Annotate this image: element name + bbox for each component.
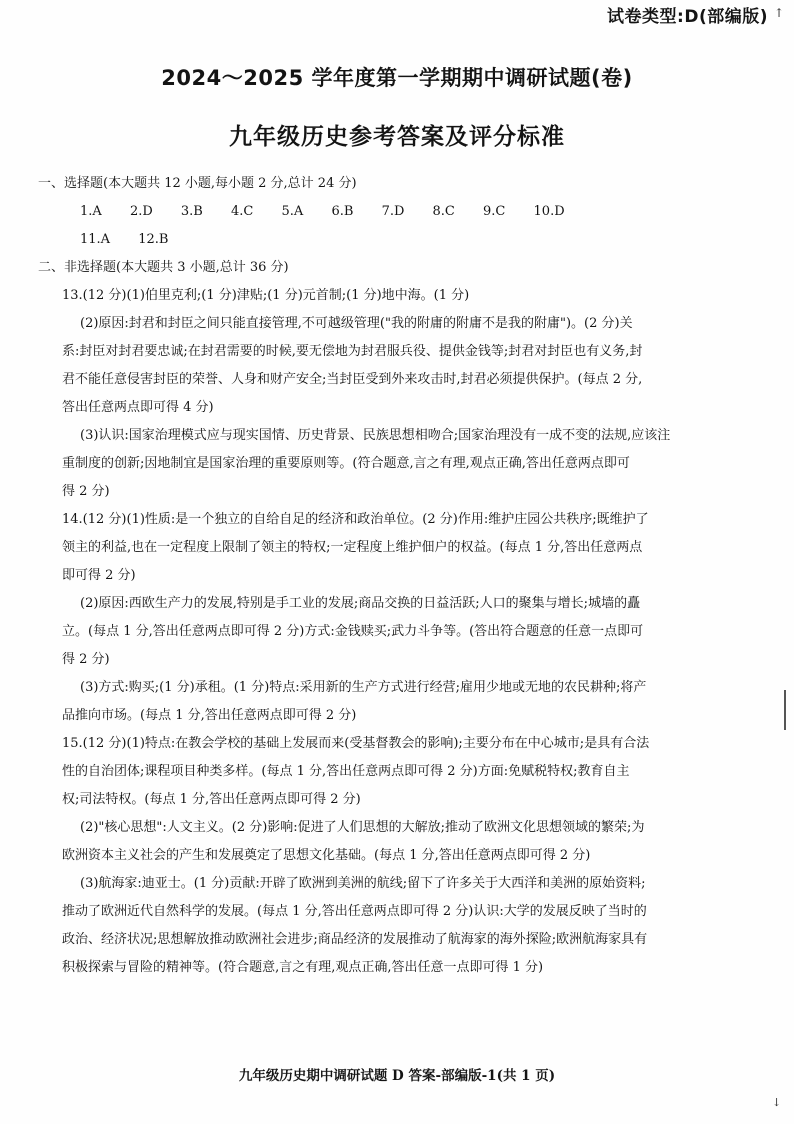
answer-content bbox=[38, 170, 766, 982]
q14-part3-line: 品推向市场。(每点 1 分,答出任意两点即可得 2 分) bbox=[62, 708, 357, 723]
q13-part3-line: (3)认识:国家治理模式应与现实国情、历史背景、民族思想相吻合;国家治理没有一成不变的法规,应该注 bbox=[80, 428, 671, 443]
choice-answer: 4.C bbox=[231, 204, 254, 219]
scan-edge-mark bbox=[784, 690, 786, 730]
corner-arrow-icon: ↑ bbox=[773, 6, 784, 20]
q14-part1-line: 领主的利益,也在一定程度上限制了领主的特权;一定程度上维护佃户的权益。(每点 1 分,答出任意两点 bbox=[62, 540, 643, 555]
exam-title: 2024～2025 学年度第一学期期中调研试题(卷) bbox=[161, 66, 633, 90]
q15-part1-line: 权;司法特权。(每点 1 分,答出任意两点即可得 2 分) bbox=[62, 792, 361, 807]
answer-key-title: 九年级历史参考答案及评分标准 bbox=[229, 124, 565, 150]
q14-part2-line: 得 2 分) bbox=[62, 652, 110, 667]
choice-answer: 1.A bbox=[80, 204, 102, 219]
section2-heading: 二、非选择题(本大题共 3 小题,总计 36 分) bbox=[38, 260, 289, 275]
q13-part1: 13.(12 分)(1)伯里克利;(1 分)津贴;(1 分)元首制;(1 分)地中海。(1 分) bbox=[62, 288, 470, 303]
q13-part2-line: 君不能任意侵害封臣的荣誉、人身和财产安全;当封臣受到外来攻击时,封君必须提供保护。(每点 2 分, bbox=[62, 372, 643, 387]
choice-answers-row1 bbox=[38, 198, 766, 226]
choice-answers-row2 bbox=[38, 226, 766, 254]
choice-answer: 12.B bbox=[138, 232, 169, 247]
paper-type-label: 试卷类型:D(部编版) bbox=[607, 7, 768, 27]
choice-answer: 8.C bbox=[432, 204, 455, 219]
q15-part3-line: 积极探索与冒险的精神等。(符合题意,言之有理,观点正确,答出任意一点即可得 1 分) bbox=[62, 960, 544, 975]
q15-part2-line: (2)"核心思想":人文主义。(2 分)影响:促进了人们思想的大解放;推动了欧洲文化思想领域的繁荣;为 bbox=[80, 820, 645, 835]
q13-part3-line: 得 2 分) bbox=[62, 484, 110, 499]
page-footer: 九年级历史期中调研试题 D 答案-部编版-1(共 1 页) bbox=[238, 1068, 556, 1084]
q13-part2-line: (2)原因:封君和封臣之间只能直接管理,不可越级管理("我的附庸的附庸不是我的附庸")。(2 分)关 bbox=[80, 316, 633, 331]
q13-part3-line: 重制度的创新;因地制宜是国家治理的重要原则等。(符合题意,言之有理,观点正确,答出任意两点即可 bbox=[62, 456, 630, 471]
q15-part2-line: 欧洲资本主义社会的产生和发展奠定了思想文化基础。(每点 1 分,答出任意两点即可得 2 分) bbox=[62, 848, 591, 863]
section1-heading: 一、选择题(本大题共 12 小题,每小题 2 分,总计 24 分) bbox=[38, 176, 357, 191]
q14-part1-line: 14.(12 分)(1)性质:是一个独立的自给自足的经济和政治单位。(2 分)作用:维护庄园公共秩序;既维护了 bbox=[62, 512, 649, 527]
q15-part1-line: 性的自治团体;课程项目种类多样。(每点 1 分,答出任意两点即可得 2 分)方面:免赋税特权;教育自主 bbox=[62, 764, 630, 779]
choice-answer: 6.B bbox=[331, 204, 354, 219]
choice-answer: 3.B bbox=[180, 204, 203, 219]
choice-answer: 10.D bbox=[533, 204, 565, 219]
q14-part2-line: 立。(每点 1 分,答出任意两点即可得 2 分)方式:金钱赎买;武力斗争等。(答出符合题意的任意一点即可 bbox=[62, 624, 644, 639]
q15-part3-line: 推动了欧洲近代自然科学的发展。(每点 1 分,答出任意两点即可得 2 分)认识:大学的发展反映了当时的 bbox=[62, 904, 647, 919]
choice-answer: 5.A bbox=[281, 204, 304, 219]
choice-answer: 11.A bbox=[80, 232, 111, 247]
choice-answer: 7.D bbox=[381, 204, 405, 219]
q15-part3-line: 政治、经济状况;思想解放推动欧洲社会进步;商品经济的发展推动了航海家的海外探险;欧洲航海家具有 bbox=[62, 932, 648, 947]
choice-answer: 2.D bbox=[129, 204, 153, 219]
q14-part1-line: 即可得 2 分) bbox=[62, 568, 136, 583]
corner-arrow-icon: ↓ bbox=[772, 1096, 782, 1109]
q13-part2-line: 答出任意两点即可得 4 分) bbox=[62, 400, 214, 415]
choice-answer: 9.C bbox=[483, 204, 506, 219]
q14-part3-line: (3)方式:购买;(1 分)承租。(1 分)特点:采用新的生产方式进行经营;雇用少地或无地的农民耕种;将产 bbox=[80, 680, 647, 695]
q15-part3-line: (3)航海家:迪亚士。(1 分)贡献:开辟了欧洲到美洲的航线;留下了许多关于大西洋和美洲的原始资料; bbox=[80, 876, 646, 891]
q15-part1-line: 15.(12 分)(1)特点:在教会学校的基础上发展而来(受基督教会的影响);主要分布在中心城市;是具有合法 bbox=[62, 736, 650, 751]
q13-part2-line: 系:封臣对封君要忠诚;在封君需要的时候,要无偿地为封君服兵役、提供金钱等;封君对封臣也有义务,封 bbox=[62, 344, 643, 359]
q14-part2-line: (2)原因:西欧生产力的发展,特别是手工业的发展;商品交换的日益活跃;人口的聚集与增长;城墙的矗 bbox=[80, 596, 641, 611]
